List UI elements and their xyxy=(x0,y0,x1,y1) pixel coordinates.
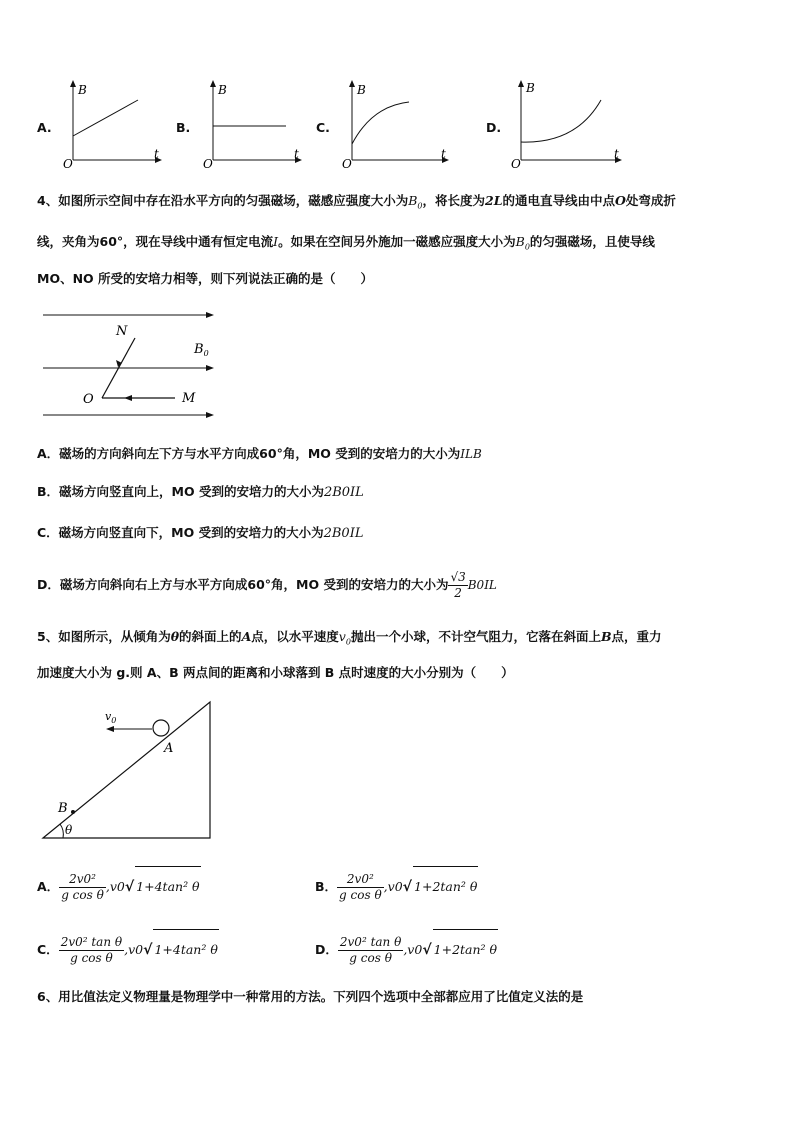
q5-stem-line-2: 加速度大小为 g.则 A、B 两点间的距离和小球落到 B 点时速度的大小分别为（ ） xyxy=(37,665,514,680)
q3-b-origin: O xyxy=(203,157,213,170)
q3-d-axis-x: t xyxy=(614,147,619,161)
q3-option-d-label: D. xyxy=(486,120,502,135)
q4-option-c: C．磁场方向竖直向下，MO 受到的安培力的大小为2B0IL xyxy=(37,525,364,541)
q3-a-curve xyxy=(73,100,138,136)
q4-fig-n-label: N xyxy=(116,324,128,339)
q3-option-c-label: C. xyxy=(316,120,330,135)
q5-option-d: D． $\frac{\text{2v0² tan θ}}{\text{g cos θ}}$ ,v0√ 1+2tan² θ xyxy=(315,929,498,970)
q3-c-origin: O xyxy=(342,157,352,170)
q3-a-axis-x: t xyxy=(154,147,159,161)
q3-graph-c xyxy=(337,78,457,170)
q4-option-a: A．磁场的方向斜向左下方与水平方向成60°角，MO 受到的安培力的大小为ILB xyxy=(37,446,482,461)
q6-stem: 6、用比值法定义物理量是物理学中一种常用的方法。下列四个选项中全部都应用了比值定义法的是 xyxy=(37,989,584,1004)
q5-fig-v0: $v_0$ xyxy=(105,710,117,725)
q3-a-origin: O xyxy=(63,157,73,170)
q4-stem-line-3: MO、NO 所受的安培力相等，则下列说法正确的是（ ） xyxy=(37,271,374,286)
q3-d-axis-y: B xyxy=(526,81,535,95)
q5-option-a: A． $\frac{\text{2v0²}}{\text{g cos θ}}$ ,v0√ 1+4tan² θ xyxy=(37,866,201,907)
q4-option-b: B．磁场方向竖直向上，MO 受到的安培力的大小为2B0IL xyxy=(37,484,364,500)
q4-option-d: D．磁场方向斜向右上方与水平方向成60°角，MO 受到的安培力的大小为 $\frac{√3}{2}$ B0IL xyxy=(37,570,497,600)
q5-incline xyxy=(43,702,210,838)
q4-fig-o-label: O xyxy=(83,392,94,407)
q5-figure xyxy=(38,700,218,845)
q4-fig-m-label: M xyxy=(182,391,196,406)
q3-a-axis-y: B xyxy=(78,83,87,97)
q3-d-origin: O xyxy=(511,157,521,170)
q5-ball xyxy=(153,720,169,736)
q4-stem-line-2: 线，夹角为60°，现在导线中通有恒定电流I。如果在空间另外施加一磁感应强度大小为$B_0$的匀强磁场，且使导线 xyxy=(37,234,655,252)
q3-graph-b xyxy=(198,78,308,170)
q3-option-b-label: B. xyxy=(176,120,191,135)
q3-c-axis-y: B xyxy=(357,83,366,97)
q4-figure xyxy=(40,305,230,420)
q4-stem-line-1: 4、如图所示空间中存在沿水平方向的匀强磁场，磁感应强度大小为$B_0$，将长度为2L的通电直导线由中点O处弯成折 xyxy=(37,193,676,211)
q5-stem-line-1: 5、如图所示，从倾角为θ的斜面上的A点，以水平速度$v_0$抛出一个小球，不计空气阻力，它落在斜面上B点，重力 xyxy=(37,629,662,647)
q5-fig-b: B xyxy=(58,801,68,816)
q5-option-b: B． $\frac{\text{2v0²}}{\text{g cos θ}}$ ,v0√ 1+2tan² θ xyxy=(315,866,478,907)
q4-fig-b0-label: $B_0$ xyxy=(194,342,209,358)
q3-graph-d xyxy=(506,78,631,170)
q3-b-axis-x: t xyxy=(294,147,299,161)
q3-graph-a xyxy=(58,78,168,170)
q3-b-axis-y: B xyxy=(218,83,227,97)
q5-fig-a: A xyxy=(164,741,174,756)
q5-option-c: C． $\frac{\text{2v0² tan θ}}{\text{g cos θ}}$ ,v0√ 1+4tan² θ xyxy=(37,929,219,970)
q3-c-curve xyxy=(352,102,409,144)
q5-fig-theta: θ xyxy=(65,823,73,837)
q3-c-axis-x: t xyxy=(441,147,446,161)
q3-d-curve xyxy=(521,100,601,142)
q3-option-a-label: A. xyxy=(37,120,52,135)
